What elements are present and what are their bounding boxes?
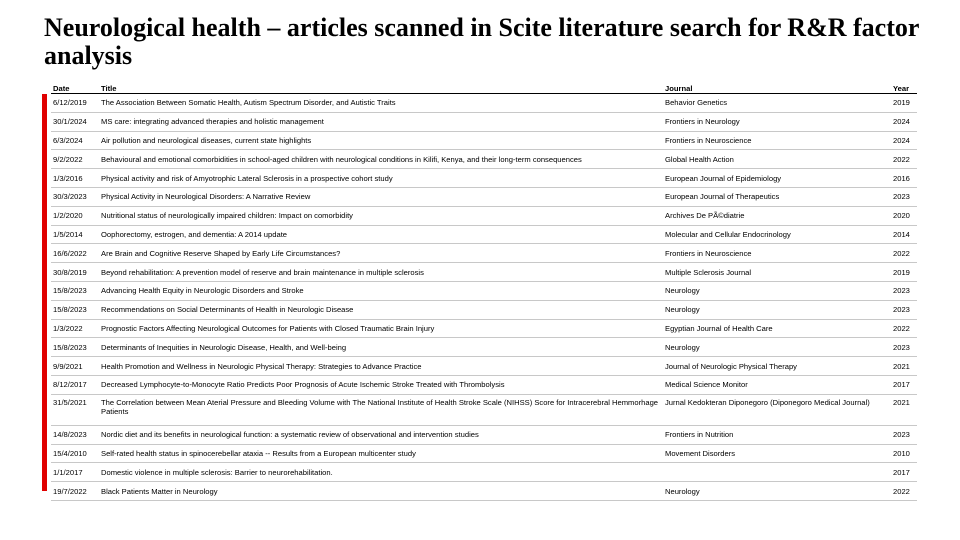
cell-year: 2023 (891, 300, 917, 319)
table-row (51, 425, 917, 444)
table-row (51, 375, 917, 394)
cell-year: 2022 (891, 319, 917, 338)
cell-date: 1/2/2020 (51, 206, 99, 225)
cell-journal: Frontiers in Neuroscience (663, 244, 891, 263)
table-row (51, 187, 917, 206)
cell-year: 2024 (891, 131, 917, 150)
cell-year: 2023 (891, 338, 917, 357)
cell-date: 6/3/2024 (51, 131, 99, 150)
cell-date: 1/3/2022 (51, 319, 99, 338)
cell-date: 15/8/2023 (51, 281, 99, 300)
cell-title: MS care: integrating advanced therapies and holistic management (99, 112, 663, 131)
table-row (51, 300, 917, 319)
table-row (51, 463, 917, 482)
cell-journal: Global Health Action (663, 150, 891, 169)
table-row (51, 281, 917, 300)
cell-date: 9/9/2021 (51, 357, 99, 376)
cell-journal: European Journal of Epidemiology (663, 169, 891, 188)
cell-journal: Multiple Sclerosis Journal (663, 263, 891, 282)
cell-year: 2023 (891, 425, 917, 444)
column-header-journal: Journal (663, 80, 891, 94)
cell-date: 16/6/2022 (51, 244, 99, 263)
cell-date: 8/12/2017 (51, 375, 99, 394)
cell-year: 2020 (891, 206, 917, 225)
column-header-title: Title (99, 80, 663, 94)
cell-title: Nutritional status of neurologically impaired children: Impact on comorbidity (99, 206, 663, 225)
articles-table (51, 80, 917, 501)
cell-journal: European Journal of Therapeutics (663, 187, 891, 206)
cell-title: Physical Activity in Neurological Disorders: A Narrative Review (99, 187, 663, 206)
cell-date: 19/7/2022 (51, 482, 99, 501)
table-row (51, 131, 917, 150)
cell-journal: Behavior Genetics (663, 94, 891, 113)
cell-title: Black Patients Matter in Neurology (99, 482, 663, 501)
table-row (51, 244, 917, 263)
table-row (51, 150, 917, 169)
cell-journal: Frontiers in Nutrition (663, 425, 891, 444)
column-header-date: Date (51, 80, 99, 94)
page-title: Neurological health – articles scanned in Scite literature search for R&R factor analysis (44, 13, 919, 70)
cell-date: 14/8/2023 (51, 425, 99, 444)
cell-journal: Archives De PÃ©diatrie (663, 206, 891, 225)
cell-journal: Frontiers in Neuroscience (663, 131, 891, 150)
cell-journal: Medical Science Monitor (663, 375, 891, 394)
cell-year: 2022 (891, 150, 917, 169)
cell-date: 1/5/2014 (51, 225, 99, 244)
cell-date: 15/8/2023 (51, 338, 99, 357)
table-row (51, 394, 917, 425)
cell-title: Recommendations on Social Determinants of Health in Neurologic Disease (99, 300, 663, 319)
cell-title: Air pollution and neurological diseases, current state highlights (99, 131, 663, 150)
cell-date: 31/5/2021 (51, 394, 99, 425)
cell-title: Self-rated health status in spinocerebellar ataxia -- Results from a European multicenter study (99, 444, 663, 463)
table-row (51, 112, 917, 131)
cell-date: 1/1/2017 (51, 463, 99, 482)
cell-title: Behavioural and emotional comorbidities in school-aged children with neurological conditions in Kilifi, Kenya, and their long-term consequences (99, 150, 663, 169)
table-header-row (51, 80, 917, 94)
cell-title: Health Promotion and Wellness in Neurologic Physical Therapy: Strategies to Advance Practice (99, 357, 663, 376)
cell-date: 1/3/2016 (51, 169, 99, 188)
cell-journal: Journal of Neurologic Physical Therapy (663, 357, 891, 376)
cell-date: 6/12/2019 (51, 94, 99, 113)
cell-title: Advancing Health Equity in Neurologic Disorders and Stroke (99, 281, 663, 300)
cell-journal: Neurology (663, 482, 891, 501)
table-row (51, 444, 917, 463)
cell-title: The Correlation between Mean Aterial Pressure and Bleeding Volume with The National Institute of Health Stroke Scale (NIHSS) Score for Intracerebral Hemmorhage Patients (99, 394, 663, 425)
cell-date: 30/8/2019 (51, 263, 99, 282)
cell-title: The Association Between Somatic Health, Autism Spectrum Disorder, and Autistic Traits (99, 94, 663, 113)
cell-journal: Molecular and Cellular Endocrinology (663, 225, 891, 244)
cell-date: 30/3/2023 (51, 187, 99, 206)
cell-journal: Jurnal Kedokteran Diponegoro (Diponegoro Medical Journal) (663, 394, 891, 425)
cell-title: Beyond rehabilitation: A prevention model of reserve and brain maintenance in multiple sclerosis (99, 263, 663, 282)
column-header-year: Year (891, 80, 917, 94)
cell-year: 2014 (891, 225, 917, 244)
accent-bar (42, 94, 47, 491)
cell-year: 2024 (891, 112, 917, 131)
cell-year: 2019 (891, 94, 917, 113)
cell-year: 2016 (891, 169, 917, 188)
cell-year: 2017 (891, 375, 917, 394)
cell-title: Decreased Lymphocyte-to-Monocyte Ratio Predicts Poor Prognosis of Acute Ischemic Stroke Treated with Thrombolysis (99, 375, 663, 394)
table-row (51, 263, 917, 282)
cell-journal: Egyptian Journal of Health Care (663, 319, 891, 338)
table-row (51, 206, 917, 225)
cell-year: 2010 (891, 444, 917, 463)
table-row (51, 319, 917, 338)
cell-date: 30/1/2024 (51, 112, 99, 131)
cell-date: 9/2/2022 (51, 150, 99, 169)
cell-journal (663, 463, 891, 482)
cell-journal: Frontiers in Neurology (663, 112, 891, 131)
cell-year: 2022 (891, 244, 917, 263)
cell-title: Are Brain and Cognitive Reserve Shaped by Early Life Circumstances? (99, 244, 663, 263)
cell-year: 2017 (891, 463, 917, 482)
cell-title: Prognostic Factors Affecting Neurological Outcomes for Patients with Closed Traumatic Brain Injury (99, 319, 663, 338)
table-row (51, 225, 917, 244)
cell-journal: Neurology (663, 300, 891, 319)
table-row (51, 482, 917, 501)
cell-year: 2022 (891, 482, 917, 501)
cell-title: Oophorectomy, estrogen, and dementia: A 2014 update (99, 225, 663, 244)
cell-title: Determinants of Inequities in Neurologic Disease, Health, and Well-being (99, 338, 663, 357)
table-row (51, 169, 917, 188)
cell-date: 15/4/2010 (51, 444, 99, 463)
cell-title: Physical activity and risk of Amyotrophic Lateral Sclerosis in a prospective cohort study (99, 169, 663, 188)
cell-year: 2023 (891, 281, 917, 300)
table-row (51, 94, 917, 113)
cell-date: 15/8/2023 (51, 300, 99, 319)
cell-title: Nordic diet and its benefits in neurological function: a systematic review of observational and intervention studies (99, 425, 663, 444)
cell-year: 2021 (891, 394, 917, 425)
cell-journal: Neurology (663, 338, 891, 357)
cell-title: Domestic violence in multiple sclerosis: Barrier to neurorehabilitation. (99, 463, 663, 482)
cell-year: 2023 (891, 187, 917, 206)
cell-year: 2019 (891, 263, 917, 282)
cell-journal: Neurology (663, 281, 891, 300)
table-row (51, 338, 917, 357)
table-row (51, 357, 917, 376)
cell-year: 2021 (891, 357, 917, 376)
cell-journal: Movement Disorders (663, 444, 891, 463)
